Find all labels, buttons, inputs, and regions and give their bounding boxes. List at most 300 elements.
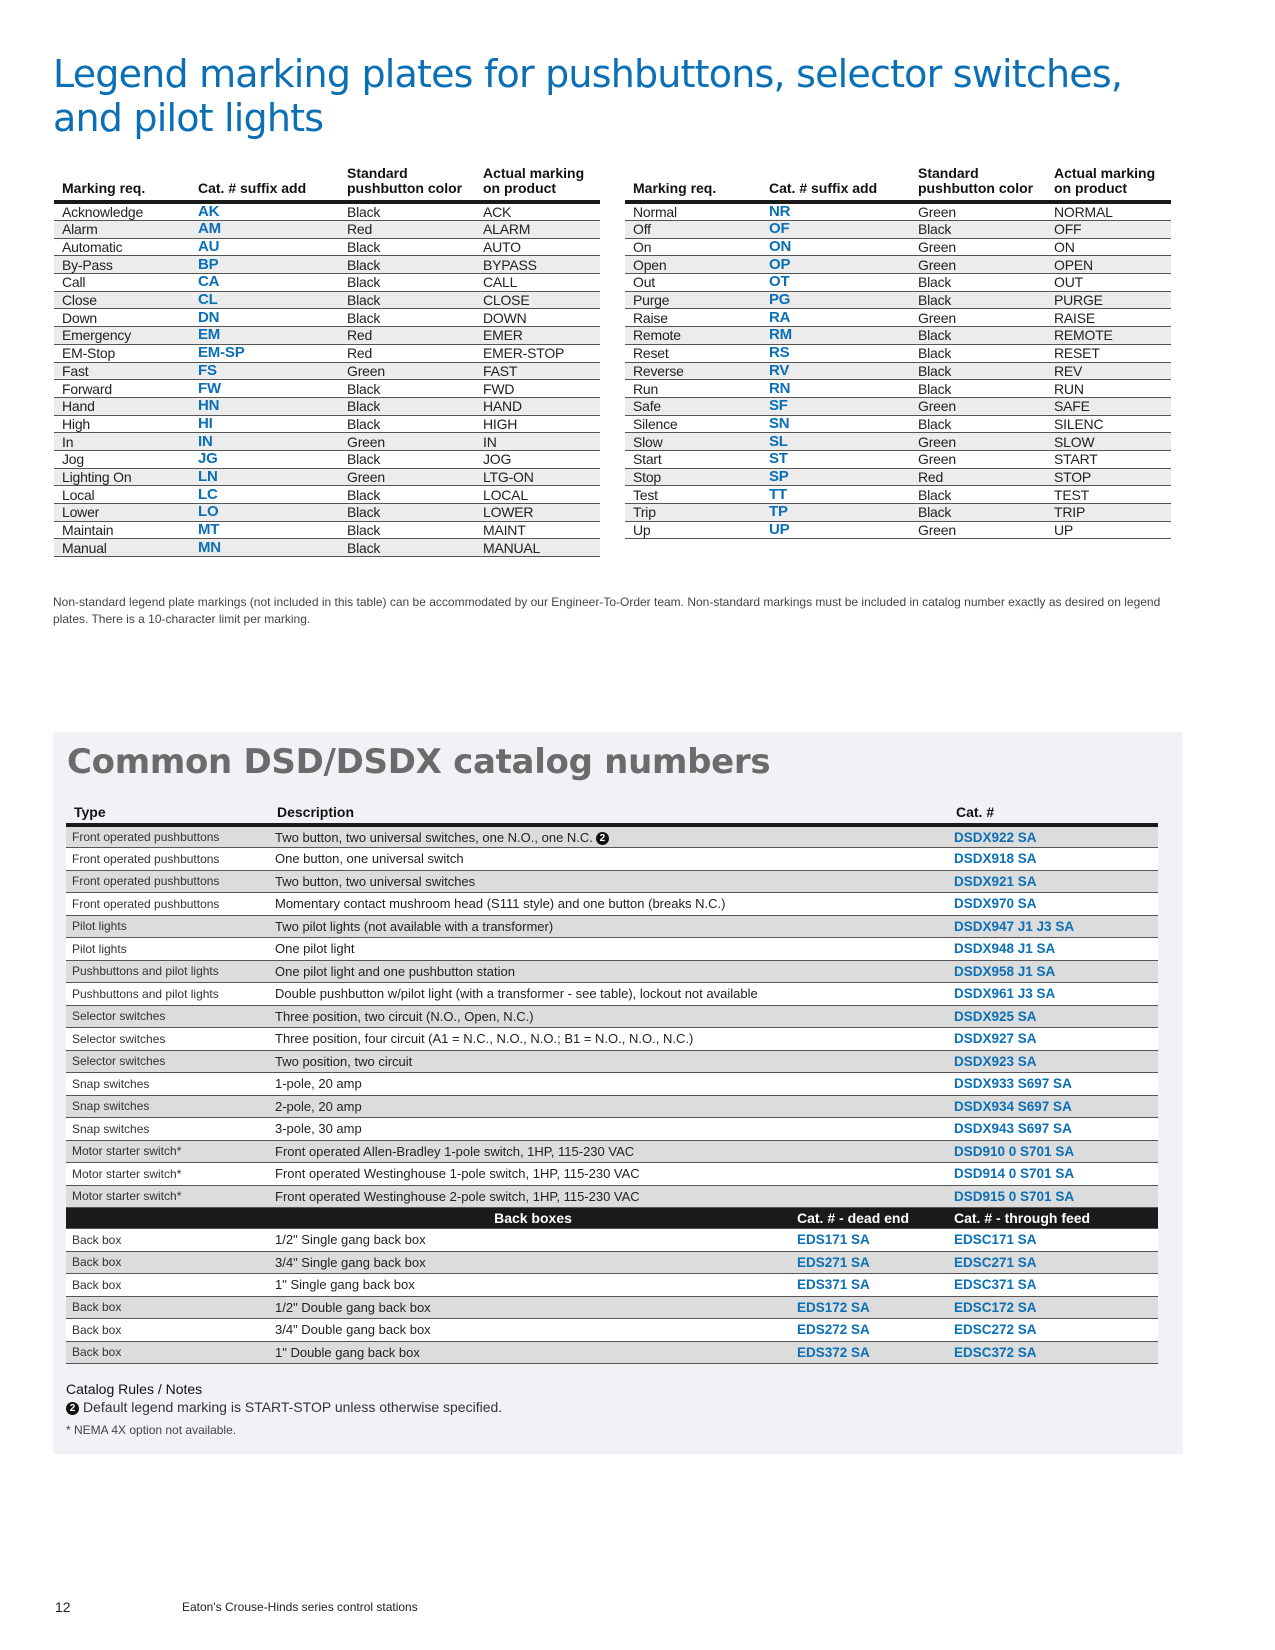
pushbutton-color: Red	[339, 344, 475, 362]
marking-req: Test	[625, 486, 761, 504]
legend-row	[54, 274, 600, 292]
note-2-icon: 2	[66, 1402, 79, 1415]
catalog-row	[66, 1095, 1158, 1118]
legend-row	[54, 521, 600, 539]
description-text: Momentary contact mushroom head (S111 style) and one button (breaks N.C.)	[275, 896, 726, 912]
cat-suffix: FS	[190, 362, 339, 380]
cat-suffix: RM	[761, 327, 910, 345]
cat-number-cell: DSDX933 S697 SA	[948, 1073, 1158, 1096]
cat-suffix: RA	[761, 309, 910, 327]
rules-note	[66, 1398, 502, 1416]
actual-marking: MAINT	[475, 521, 600, 539]
cat-number-cell: DSDX925 SA	[948, 1005, 1158, 1028]
description-text: Two button, two universal switches	[275, 873, 476, 889]
description-cell: 1" Double gang back box	[269, 1341, 791, 1364]
type-cell: Back box	[66, 1319, 269, 1342]
cat-number-cell: DSDX948 J1 SA	[948, 938, 1158, 961]
cat-number-cell: DSDX921 SA	[948, 870, 1158, 893]
legend-row	[54, 433, 600, 451]
marking-req: Manual	[54, 539, 190, 557]
dead-end-cell: EDS171 SA	[791, 1229, 948, 1252]
pushbutton-color: Black	[910, 274, 1046, 292]
pushbutton-color: Black	[339, 380, 475, 398]
legend-row	[625, 238, 1171, 256]
marking-req: Up	[625, 521, 761, 539]
catalog-row	[66, 1028, 1158, 1051]
description-cell: 1/2" Double gang back box	[269, 1296, 791, 1319]
marking-req: On	[625, 238, 761, 256]
cat-suffix: OP	[761, 256, 910, 274]
description-text: 3-pole, 30 amp	[275, 1121, 362, 1137]
pushbutton-color: Black	[910, 415, 1046, 433]
back-boxes-label: Back boxes	[269, 1208, 791, 1229]
description-cell	[269, 1095, 948, 1118]
type-cell: Motor starter switch*	[66, 1163, 269, 1186]
pushbutton-color: Black	[339, 539, 475, 557]
catalog-row	[66, 1163, 1158, 1186]
col-dead-end: Cat. # - dead end	[791, 1208, 948, 1229]
legend-row	[625, 327, 1171, 345]
description-text: Front operated Westinghouse 1-pole switch, 1HP, 115-230 VAC	[275, 1166, 640, 1182]
pushbutton-color: Black	[910, 327, 1046, 345]
marking-req: Normal	[625, 202, 761, 221]
actual-marking: MANUAL	[475, 539, 600, 557]
marking-req: In	[54, 433, 190, 451]
actual-marking: STOP	[1046, 468, 1171, 486]
catalog-row	[66, 1185, 1158, 1208]
description-text: Front operated Westinghouse 2-pole switch, 1HP, 115-230 VAC	[275, 1188, 640, 1204]
col-cat-suffix: Cat. # suffix add	[761, 166, 910, 202]
back-box-row	[66, 1229, 1158, 1252]
description-cell	[269, 1050, 948, 1073]
col-type: Type	[66, 801, 269, 825]
legend-row	[54, 380, 600, 398]
description-text: 1-pole, 20 amp	[275, 1076, 362, 1092]
legend-row	[625, 415, 1171, 433]
pushbutton-color: Red	[339, 327, 475, 345]
actual-marking: DOWN	[475, 309, 600, 327]
pushbutton-color: Black	[339, 238, 475, 256]
col-marking-req: Marking req.	[625, 166, 761, 202]
marking-req: Local	[54, 486, 190, 504]
marking-req: Slow	[625, 433, 761, 451]
cat-suffix: HI	[190, 415, 339, 433]
actual-marking: UP	[1046, 521, 1171, 539]
pushbutton-color: Green	[910, 238, 1046, 256]
actual-marking: LOWER	[475, 504, 600, 522]
pushbutton-color: Black	[339, 274, 475, 292]
actual-marking: RESET	[1046, 344, 1171, 362]
catalog-rules	[66, 1380, 502, 1437]
type-cell: Snap switches	[66, 1118, 269, 1141]
cat-suffix: SF	[761, 397, 910, 415]
description-cell	[269, 960, 948, 983]
catalog-row	[66, 915, 1158, 938]
actual-marking: SLOW	[1046, 433, 1171, 451]
catalog-row	[66, 870, 1158, 893]
marking-req: Maintain	[54, 521, 190, 539]
through-feed-cell: EDSC171 SA	[948, 1229, 1158, 1252]
pushbutton-color: Black	[339, 504, 475, 522]
cat-suffix: BP	[190, 256, 339, 274]
cat-suffix: LC	[190, 486, 339, 504]
description-text: Front operated Allen-Bradley 1-pole switch, 1HP, 115-230 VAC	[275, 1143, 635, 1159]
description-text: One button, one universal switch	[275, 851, 464, 867]
legend-row	[625, 344, 1171, 362]
cat-suffix: JG	[190, 450, 339, 468]
catalog-row	[66, 960, 1158, 983]
actual-marking: CLOSE	[475, 291, 600, 309]
type-cell: Front operated pushbuttons	[66, 893, 269, 916]
cat-suffix: CA	[190, 274, 339, 292]
marking-req: Close	[54, 291, 190, 309]
type-cell: Motor starter switch*	[66, 1140, 269, 1163]
description-cell: 3/4" Single gang back box	[269, 1251, 791, 1274]
marking-req: Hand	[54, 397, 190, 415]
marking-req: Stop	[625, 468, 761, 486]
actual-marking: FAST	[475, 362, 600, 380]
pushbutton-color: Green	[910, 309, 1046, 327]
type-cell: Pilot lights	[66, 938, 269, 961]
cat-suffix: PG	[761, 291, 910, 309]
pushbutton-color: Green	[910, 202, 1046, 221]
description-cell	[269, 1005, 948, 1028]
type-cell: Pushbuttons and pilot lights	[66, 960, 269, 983]
cat-suffix: SN	[761, 415, 910, 433]
actual-marking: FWD	[475, 380, 600, 398]
marking-req: Automatic	[54, 238, 190, 256]
description-cell	[269, 848, 948, 871]
pushbutton-color: Green	[910, 397, 1046, 415]
legend-row	[54, 327, 600, 345]
marking-req: Alarm	[54, 221, 190, 239]
nema-note: * NEMA 4X option not available.	[66, 1423, 237, 1437]
legend-row	[625, 397, 1171, 415]
description-text: Three position, two circuit (N.O., Open, N.C.)	[275, 1008, 534, 1024]
marking-req: EM-Stop	[54, 344, 190, 362]
description-cell: 1/2" Single gang back box	[269, 1229, 791, 1252]
description-cell	[269, 893, 948, 916]
legend-row	[54, 291, 600, 309]
catalog-row	[66, 825, 1158, 848]
marking-req: Acknowledge	[54, 202, 190, 221]
cat-suffix: UP	[761, 521, 910, 539]
legend-row	[625, 221, 1171, 239]
col-standard-color: Standard pushbutton color	[910, 166, 1046, 202]
description-cell	[269, 825, 948, 848]
cat-suffix: DN	[190, 309, 339, 327]
cat-number-cell: DSDX934 S697 SA	[948, 1095, 1158, 1118]
cat-number-cell: DSDX923 SA	[948, 1050, 1158, 1073]
description-text: One pilot light	[275, 941, 355, 957]
type-cell: Snap switches	[66, 1095, 269, 1118]
legend-row	[54, 202, 600, 221]
description-cell	[269, 1118, 948, 1141]
legend-row	[54, 344, 600, 362]
type-cell: Snap switches	[66, 1073, 269, 1096]
legend-row	[625, 504, 1171, 522]
legend-table-left	[54, 166, 600, 557]
marking-req: Lighting On	[54, 468, 190, 486]
cat-suffix: OT	[761, 274, 910, 292]
through-feed-cell: EDSC272 SA	[948, 1319, 1158, 1342]
description-text: Three position, four circuit (A1 = N.C., N.O., N.O.; B1 = N.O., N.O., N.C.)	[275, 1031, 694, 1047]
legend-row	[625, 362, 1171, 380]
through-feed-cell: EDSC372 SA	[948, 1341, 1158, 1364]
actual-marking: NORMAL	[1046, 202, 1171, 221]
page-title: Legend marking plates for pushbuttons, selector switches, and pilot lights	[53, 52, 1123, 140]
description-text: Two button, two universal switches, one N.O., one N.C.	[275, 829, 593, 845]
cat-suffix: IN	[190, 433, 339, 451]
legend-row	[625, 274, 1171, 292]
type-cell: Selector switches	[66, 1005, 269, 1028]
nonstandard-marking-note: Non-standard legend plate markings (not included in this table) can be accommodated by our Engineer-To-Order team. Non-standard markings must be included in catalog number exactly as desired on legend plates. There is a 10-character limit per marking.	[53, 595, 1161, 626]
cat-number-cell: DSDX918 SA	[948, 848, 1158, 871]
marking-req: High	[54, 415, 190, 433]
rules-note-text: Default legend marking is START-STOP unless otherwise specified.	[83, 1399, 503, 1415]
type-cell: Motor starter switch*	[66, 1185, 269, 1208]
description-cell	[269, 1140, 948, 1163]
cat-suffix: ST	[761, 450, 910, 468]
back-boxes-header	[66, 1208, 1158, 1229]
catalog-row	[66, 1118, 1158, 1141]
actual-marking: SAFE	[1046, 397, 1171, 415]
pushbutton-color: Green	[910, 256, 1046, 274]
actual-marking: OUT	[1046, 274, 1171, 292]
actual-marking: EMER-STOP	[475, 344, 600, 362]
type-cell: Front operated pushbuttons	[66, 870, 269, 893]
dead-end-cell: EDS372 SA	[791, 1341, 948, 1364]
pushbutton-color: Black	[339, 309, 475, 327]
through-feed-cell: EDSC271 SA	[948, 1251, 1158, 1274]
actual-marking: LOCAL	[475, 486, 600, 504]
marking-req: Remote	[625, 327, 761, 345]
description-cell	[269, 870, 948, 893]
actual-marking: RUN	[1046, 380, 1171, 398]
legend-row	[54, 309, 600, 327]
pushbutton-color: Black	[339, 256, 475, 274]
catalog-row	[66, 1050, 1158, 1073]
header-spacer	[66, 1208, 269, 1229]
col-through-feed: Cat. # - through feed	[948, 1208, 1158, 1229]
actual-marking: AUTO	[475, 238, 600, 256]
marking-req: By-Pass	[54, 256, 190, 274]
actual-marking: ALARM	[475, 221, 600, 239]
pushbutton-color: Black	[910, 362, 1046, 380]
catalog-row	[66, 983, 1158, 1006]
legend-row	[625, 433, 1171, 451]
marking-req: Silence	[625, 415, 761, 433]
note-2-icon: 2	[596, 832, 609, 845]
catalog-row	[66, 1005, 1158, 1028]
marking-req: Run	[625, 380, 761, 398]
pushbutton-color: Black	[910, 380, 1046, 398]
marking-req: Trip	[625, 504, 761, 522]
cat-suffix: LN	[190, 468, 339, 486]
marking-req: Open	[625, 256, 761, 274]
actual-marking: PURGE	[1046, 291, 1171, 309]
cat-suffix: AU	[190, 238, 339, 256]
marking-req: Purge	[625, 291, 761, 309]
cat-suffix: MT	[190, 521, 339, 539]
pushbutton-color: Green	[339, 433, 475, 451]
catalog-title: Common DSD/DSDX catalog numbers	[67, 742, 771, 782]
cat-suffix: MN	[190, 539, 339, 557]
legend-row	[54, 256, 600, 274]
actual-marking: EMER	[475, 327, 600, 345]
pushbutton-color: Black	[339, 415, 475, 433]
cat-number-cell: DSD914 0 S701 SA	[948, 1163, 1158, 1186]
description-cell	[269, 915, 948, 938]
cat-number-cell: DSDX922 SA	[948, 825, 1158, 848]
legend-row	[54, 468, 600, 486]
actual-marking: ON	[1046, 238, 1171, 256]
legend-row	[54, 504, 600, 522]
cat-suffix: RS	[761, 344, 910, 362]
pushbutton-color: Green	[910, 433, 1046, 451]
legend-row	[54, 397, 600, 415]
marking-req: Emergency	[54, 327, 190, 345]
actual-marking: OFF	[1046, 221, 1171, 239]
cat-suffix: FW	[190, 380, 339, 398]
actual-marking: BYPASS	[475, 256, 600, 274]
pushbutton-color: Black	[910, 291, 1046, 309]
cat-suffix: EM	[190, 327, 339, 345]
marking-req: Reset	[625, 344, 761, 362]
catalog-row	[66, 938, 1158, 961]
dead-end-cell: EDS271 SA	[791, 1251, 948, 1274]
actual-marking: OPEN	[1046, 256, 1171, 274]
cat-suffix: CL	[190, 291, 339, 309]
description-text: Two pilot lights (not available with a transformer)	[275, 918, 554, 934]
marking-req: Fast	[54, 362, 190, 380]
legend-row	[625, 450, 1171, 468]
marking-req: Forward	[54, 380, 190, 398]
cat-number-cell: DSD915 0 S701 SA	[948, 1185, 1158, 1208]
marking-req: Out	[625, 274, 761, 292]
description-text: One pilot light and one pushbutton station	[275, 963, 515, 979]
dead-end-cell: EDS371 SA	[791, 1274, 948, 1297]
type-cell: Back box	[66, 1274, 269, 1297]
through-feed-cell: EDSC172 SA	[948, 1296, 1158, 1319]
back-box-row	[66, 1296, 1158, 1319]
legend-row	[625, 291, 1171, 309]
actual-marking: HAND	[475, 397, 600, 415]
cat-suffix: TT	[761, 486, 910, 504]
cat-suffix: TP	[761, 504, 910, 522]
cat-number-cell: DSD910 0 S701 SA	[948, 1140, 1158, 1163]
col-actual-marking: Actual marking on product	[1046, 166, 1171, 202]
back-box-row	[66, 1341, 1158, 1364]
back-box-row	[66, 1251, 1158, 1274]
description-text: Double pushbutton w/pilot light (with a transformer - see table), lockout not available	[275, 986, 758, 1002]
actual-marking: CALL	[475, 274, 600, 292]
cat-number-cell: DSDX961 J3 SA	[948, 983, 1158, 1006]
description-text: Two position, two circuit	[275, 1053, 413, 1069]
legend-row	[54, 539, 600, 557]
marking-req: Reverse	[625, 362, 761, 380]
marking-req: Call	[54, 274, 190, 292]
type-cell: Back box	[66, 1296, 269, 1319]
type-cell: Selector switches	[66, 1028, 269, 1051]
legend-row	[54, 221, 600, 239]
pushbutton-color: Black	[339, 450, 475, 468]
type-cell: Front operated pushbuttons	[66, 825, 269, 848]
legend-row	[54, 450, 600, 468]
rules-title: Catalog Rules / Notes	[66, 1381, 203, 1397]
cat-number-cell: DSDX958 J1 SA	[948, 960, 1158, 983]
type-cell: Back box	[66, 1229, 269, 1252]
description-text: 2-pole, 20 amp	[275, 1098, 362, 1114]
pushbutton-color: Black	[910, 344, 1046, 362]
pushbutton-color: Black	[910, 486, 1046, 504]
description-cell	[269, 1028, 948, 1051]
catalog-row	[66, 848, 1158, 871]
pushbutton-color: Black	[339, 486, 475, 504]
legend-row	[625, 486, 1171, 504]
cat-suffix: HN	[190, 397, 339, 415]
actual-marking: SILENC	[1046, 415, 1171, 433]
actual-marking: TRIP	[1046, 504, 1171, 522]
page-number: 12	[55, 1599, 71, 1615]
catalog-row	[66, 1073, 1158, 1096]
marking-req: Down	[54, 309, 190, 327]
cat-suffix: EM-SP	[190, 344, 339, 362]
legend-row	[54, 415, 600, 433]
legend-row	[625, 521, 1171, 539]
cat-number-cell: DSDX943 S697 SA	[948, 1118, 1158, 1141]
pushbutton-color: Green	[910, 521, 1046, 539]
cat-suffix: RN	[761, 380, 910, 398]
dead-end-cell: EDS272 SA	[791, 1319, 948, 1342]
col-marking-req: Marking req.	[54, 166, 190, 202]
cat-suffix: NR	[761, 202, 910, 221]
back-box-row	[66, 1274, 1158, 1297]
actual-marking: LTG-ON	[475, 468, 600, 486]
pushbutton-color: Black	[339, 291, 475, 309]
legend-row	[54, 486, 600, 504]
description-cell	[269, 1073, 948, 1096]
cat-number-cell: DSDX927 SA	[948, 1028, 1158, 1051]
cat-suffix: LO	[190, 504, 339, 522]
cat-suffix: SP	[761, 468, 910, 486]
col-cat-suffix: Cat. # suffix add	[190, 166, 339, 202]
footer-text: Eaton's Crouse-Hinds series control stations	[182, 1600, 418, 1614]
description-cell: 3/4" Double gang back box	[269, 1319, 791, 1342]
legend-row	[625, 202, 1171, 221]
col-description: Description	[269, 801, 948, 825]
pushbutton-color: Green	[910, 450, 1046, 468]
col-standard-color: Standard pushbutton color	[339, 166, 475, 202]
cat-suffix: RV	[761, 362, 910, 380]
actual-marking: RAISE	[1046, 309, 1171, 327]
pushbutton-color: Black	[339, 397, 475, 415]
type-cell: Pushbuttons and pilot lights	[66, 983, 269, 1006]
back-box-row	[66, 1319, 1158, 1342]
type-cell: Front operated pushbuttons	[66, 848, 269, 871]
dead-end-cell: EDS172 SA	[791, 1296, 948, 1319]
legend-row	[625, 468, 1171, 486]
pushbutton-color: Red	[910, 468, 1046, 486]
marking-req: Start	[625, 450, 761, 468]
cat-number-cell: DSDX970 SA	[948, 893, 1158, 916]
pushbutton-color: Red	[339, 221, 475, 239]
type-cell: Back box	[66, 1341, 269, 1364]
col-actual-marking: Actual marking on product	[475, 166, 600, 202]
cat-suffix: OF	[761, 221, 910, 239]
actual-marking: IN	[475, 433, 600, 451]
legend-row	[625, 309, 1171, 327]
